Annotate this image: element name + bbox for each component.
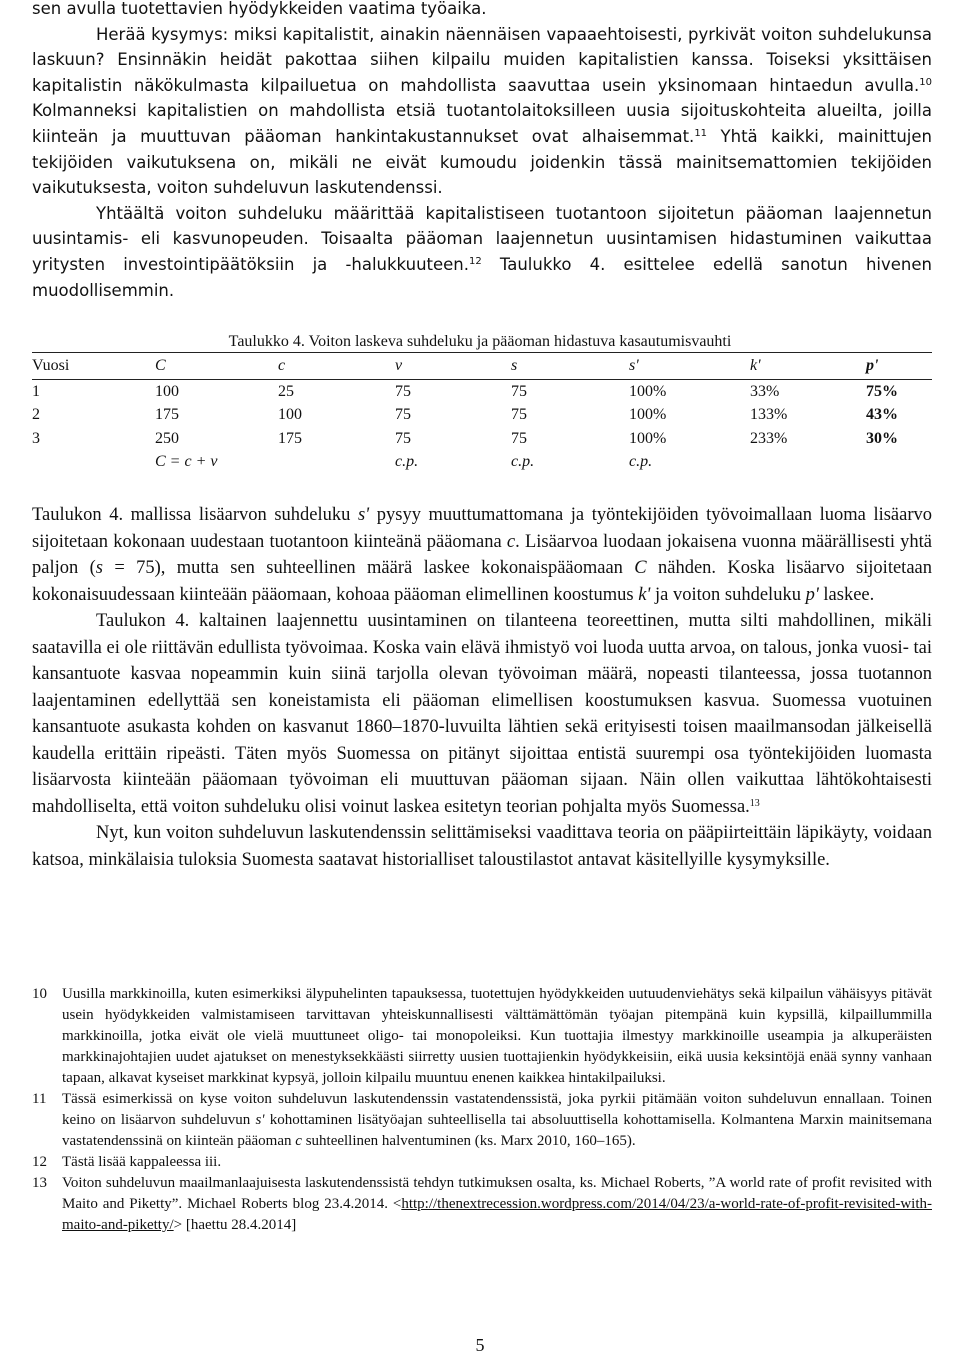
- text-run: suhteellinen halventuminen (ks. Marx 2010, 160–165).: [301, 1133, 636, 1149]
- column-header: Vuosi: [32, 353, 155, 380]
- text-run: Herää kysymys: miksi kapitalistit, ainakin näennäisen vapaaehtoisesti, pyrkivät voiton suhdelukunsa laskuun? Ensinnäkin heidät pakottaa siihen kilpailu muiden kapitalistien kanssa. Toiseksi yksittäisen kapitalistin näkökulmasta kilpailuetua on mahdollista saavuttaa usein yksinomaan hintaedun avulla.: [32, 24, 932, 95]
- paragraph-finland: [32, 608, 932, 820]
- table-header-row: [32, 353, 932, 380]
- data-table: [32, 352, 932, 474]
- footnote-text: [62, 1173, 932, 1236]
- text-run: Tässä esimerkissä on kyse voiton suhdeluvun laskutendenssin vastatendenssistä, joka pyrkii pitämään voiton suhdeluvun ennallaan. Toinen keino on lisäarvon suhdeluvun: [62, 1091, 932, 1128]
- page-number: 5: [475, 1335, 485, 1355]
- text-run: . Lisäarvoa luodaan jokaisena vuonna määrällisesti yhtä paljon (: [32, 531, 932, 578]
- column-header: s': [629, 353, 750, 380]
- column-header: p': [866, 353, 932, 380]
- footnote-ref-13[interactable]: 13: [749, 797, 760, 809]
- symbol: c: [506, 531, 516, 552]
- symbol: s': [255, 1112, 265, 1128]
- table-cell: 100%: [629, 382, 667, 400]
- footnote-12: [32, 1152, 932, 1173]
- text-run: kohottaminen lisätyöajan suhteellisella tai absoluuttisella kohottamisella. Kolmantena Marxin mainitsemana vastatendenssinä on kiinteän pääoman: [62, 1112, 932, 1149]
- text-run: > [haettu 28.4.2014]: [173, 1217, 297, 1233]
- footnote-ref-11[interactable]: 11: [694, 127, 708, 139]
- table-cell: 75: [395, 429, 411, 447]
- table-cell: 175: [278, 429, 302, 447]
- text-run: Voiton suhdeluvun maailmanlaajuisesta laskutendenssistä tehdyn tutkimuksen osalta, ks. Michael Roberts, ”A world rate of profit revisited with Maito and Piketty”. Michael Roberts blog 23.4.2014. <: [62, 1175, 932, 1212]
- text-run: nähden. Koska lisäarvo sijoitetaan kokonaisuudessaan kiinteään pääomaan, kohoaa pääoman elimellinen koostumus: [32, 558, 932, 605]
- footnote-text: Uusilla markkinoilla, kuten esimerkiksi älypuhelinten tapauksessa, tuotettujen hyödykkeiden uutuudenviehätys sekä kilpailun vähäisyys pitävät usein hyödykkeiden valmistamiseen tarvittavan yhteiskunnallisesti välttämättömän työajan pitempänä kuin kypsillä, kilpaillummilla markkinoilla, jotka eivät ole vielä muuttuneet oligo- tai monopoleiksi. Kun tuottajia ilmestyy markkinoille useampia ja alkuperäisten markkinajohtajien uudet ajatukset on menestyksekkäästi siirretty uusien tuottajienkin hyödykkeisiin, eikä uusia keksintöjä enää synny vanhaan tapaan, alkavat kyseiset markkinat kypsyä, jolloin kilpailu muuntuu enenen kaikkea hintakilpailuksi.: [62, 986, 932, 1086]
- column-header: v: [395, 353, 511, 380]
- table-cell: 100: [155, 382, 179, 400]
- text-run: ja voiton suhdeluku: [650, 584, 806, 605]
- table-cell: [750, 451, 866, 475]
- paragraph-table-explanation: [32, 502, 932, 608]
- table-cell: 1: [32, 382, 40, 400]
- footnote-ref-10[interactable]: 10: [919, 76, 932, 88]
- text-run: Yhtä kaikki, mainittujen tekijöiden vaikutuksena on, mikäli ne eivät kumoudu joidenkin tässä mainitsemattomien tekijöiden vaikutuksesta, voiton suhdeluvun laskutendenssi.: [32, 126, 932, 198]
- column-header: s: [511, 353, 629, 380]
- table-cell: 43%: [866, 406, 898, 424]
- table-cell: 100%: [629, 429, 667, 447]
- text-run: Taulukko 4. esittelee edellä sanotun hivenen muodollisemmin.: [32, 254, 932, 300]
- table-cell: 133%: [750, 406, 788, 424]
- symbol: p': [805, 584, 819, 605]
- intro-text: [32, 0, 932, 303]
- table-cell: 30%: [866, 429, 898, 447]
- footnote-number: 10: [32, 986, 47, 1002]
- table-note-row: [32, 451, 932, 475]
- symbol: c: [295, 1133, 302, 1149]
- table-note: C = c + v: [155, 453, 218, 471]
- symbol: C: [634, 558, 647, 578]
- paragraph-accumulation: [32, 201, 932, 303]
- table-cell: 2: [32, 406, 40, 424]
- table-cell: 75: [511, 382, 527, 400]
- table-note: c.p.: [395, 453, 419, 471]
- table-cell: 25: [278, 382, 294, 400]
- footnote-number: 12: [32, 1154, 47, 1170]
- text-run: = 75), mutta sen suhteellinen määrä laskee kokonaispääomaan: [102, 558, 635, 578]
- table-cell: 75: [395, 382, 411, 400]
- reference-link[interactable]: http://thenextrecession.wordpress.com/2014/04/23/a-world-rate-of-profit-revisited-with-maito-and-piketty/: [62, 1196, 932, 1233]
- table-cell: 75: [395, 406, 411, 424]
- symbol: k': [638, 584, 651, 605]
- paragraph-conclusion: Nyt, kun voiton suhdeluvun laskutendenssin selittämiseksi vaadittava teoria on pääpiirteittäin läpikäyty, voidaan katsoa, minkälaisia tuloksia Suomesta saatavat historialliset taloustilastot antavat käsitellyille kysymyksille.: [32, 823, 932, 870]
- column-header: c: [278, 353, 395, 380]
- table-cell: 233%: [750, 429, 788, 447]
- table-note: c.p.: [629, 453, 653, 471]
- table-caption: Taulukko 4. Voiton laskeva suhdeluku ja pääoman hidastuva kasautumisvauhti: [228, 333, 732, 350]
- intro-line: sen avulla tuotettavien hyödykkeiden vaatima työaika.: [32, 0, 487, 18]
- text-run: Taulukon 4. kaltainen laajennettu uusintaminen on tilanteena teoreettinen, mutta silti mahdollinen, mikäli saatavilla ei ole riittävän edullista työvoimaa. Koska vain elävä ihmistyö voi luoda uutta arvoa, on talous, jonka vuosi- tai kansantuote kasvaa nopeammin kuin siinä tarjolla olevan työvoiman määrä, nopeasti tilanteessa, jossa tuotannon laajentaminen edellyttää sen koneistamista eli pääoman elimellisen koostumuksen kasvua. Suomessa vuotuinen kansantuote asukasta kohden on kasvanut 1860–1870-luvuilta lähtien sekä erityisesti toisen maailmansodan jälkeisellä kaudella erittäin ripeästi. Täten myös Suomessa on pitänyt sijoittaa entistä suurempi osa työntekijöiden luomasta lisäarvosta kiinteään pääomaan työvoiman eli muuttuvan pääoman sijaan. Näin ollen vaikuttaa lähtökohtaisesti mahdolliselta, että voiton suhdeluku olisi voinut laskea esitetyn teorian pohjalta myös Suomessa.: [32, 611, 932, 817]
- text-run: laskee.: [818, 584, 875, 605]
- footnotes: [32, 984, 932, 1236]
- table-cell: 250: [155, 429, 179, 447]
- table-cell: 75: [511, 406, 527, 424]
- column-header: C: [155, 353, 278, 380]
- table-cell: 75%: [866, 382, 898, 400]
- footnote-ref-12[interactable]: 12: [469, 255, 482, 267]
- text-run: Taulukon 4. mallissa lisäarvon suhdeluku: [32, 505, 358, 525]
- footnote-number: 13: [32, 1175, 47, 1191]
- table-cell: 175: [155, 406, 179, 424]
- column-header: k': [750, 353, 866, 380]
- symbol: s': [357, 505, 370, 525]
- footnote-text: Tästä lisää kappaleessa iii.: [62, 1154, 222, 1170]
- text-run: Yhtäältä voiton suhdeluku määrittää kapitalistiseen tuotantoon sijoitetun pääoman laajennetun uusintamis- eli kasvunopeuden. Toisaalta pääoman laajennetun uusintamisen hidastuminen vaikuttaa yritysten investointipäätöksiin ja -halukkuuteen.: [32, 203, 932, 274]
- table-row: [32, 427, 932, 451]
- table-cell: 3: [32, 429, 40, 447]
- table-row: [32, 380, 932, 404]
- body-text: [32, 502, 932, 873]
- symbol: s: [95, 558, 103, 578]
- footnote-10: [32, 984, 932, 1089]
- paragraph-competition: [32, 22, 932, 201]
- table-cell: [32, 451, 155, 475]
- table-row: [32, 404, 932, 428]
- table-cell: [866, 451, 932, 475]
- table-cell: 75: [511, 429, 527, 447]
- table-cell: 100: [278, 406, 302, 424]
- footnote-11: [32, 1089, 932, 1152]
- footnote-text: [62, 1089, 932, 1152]
- table-cell: 100%: [629, 406, 667, 424]
- footnote-13: [32, 1173, 932, 1236]
- text-run: Kolmanneksi kapitalistien on mahdollista etsiä tuotantolaitoksilleen uusia sijoituskohteita alueilta, joilla kiinteän ja muuttuvan pääoman hankintakustannukset ovat alhaisemmat.: [32, 101, 932, 146]
- footnote-number: 11: [32, 1091, 47, 1107]
- table-note: c.p.: [511, 453, 535, 471]
- table-cell: 33%: [750, 382, 780, 400]
- text-run: pysyy muuttumattomana ja työntekijöiden työvoimallaan luoma lisäarvo sijoitetaan kokonaan uudestaan tuotantoon kiinteänä pääomana: [32, 505, 933, 552]
